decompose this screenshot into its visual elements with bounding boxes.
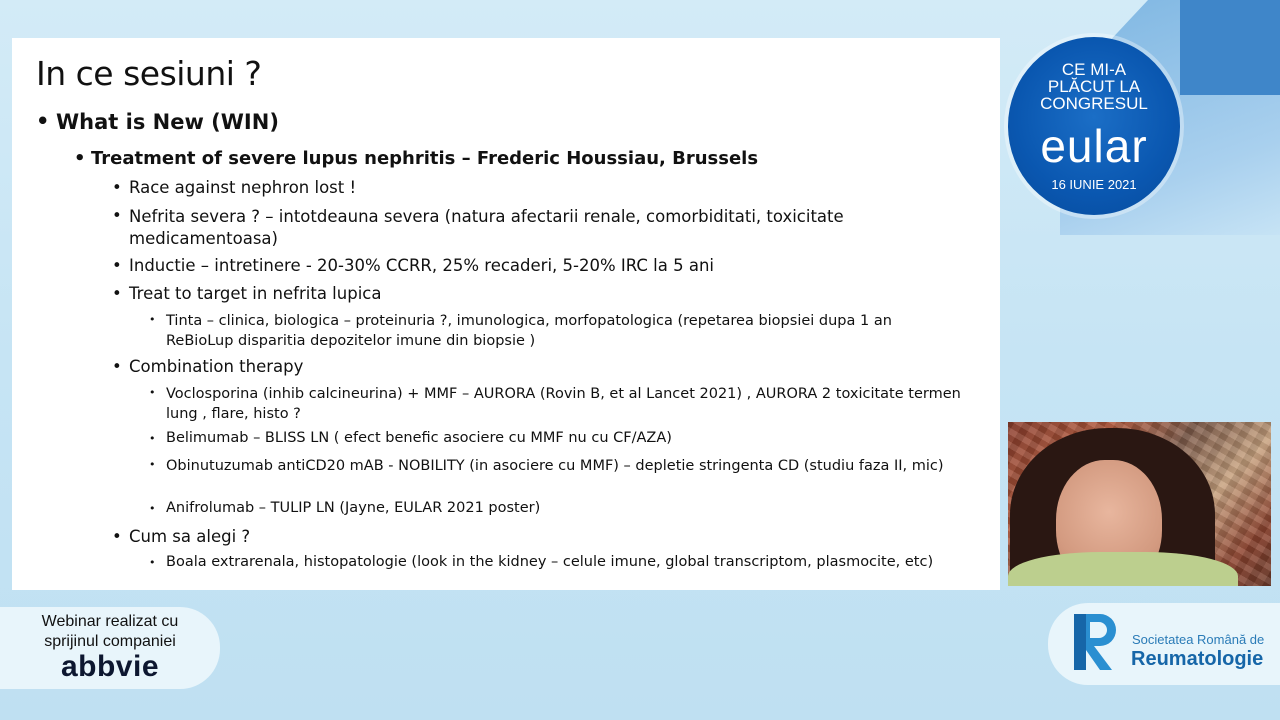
bullet-dot-icon: • xyxy=(36,109,50,133)
eular-logo: eular xyxy=(1040,120,1148,172)
bullet-level4: • Obinutuzumab antiCD20 mAB - NOBILITY (in asociere cu MMF) – depletie stringenta CD (studiu faza II, mic) xyxy=(149,458,944,474)
bullet-dot-icon: • xyxy=(112,357,122,376)
bullet-level4: • Anifrolumab – TULIP LN (Jayne, EULAR 2021 poster) xyxy=(149,500,541,516)
bullet-dot-icon: • xyxy=(149,432,156,445)
bullet-dot-icon: • xyxy=(112,178,122,197)
bullet-dot-icon: • xyxy=(112,206,122,225)
bullet-level3: • Nefrita severa ? – intotdeauna severa (natura afectarii renale, comorbiditati, toxicitate medicamentoasa) xyxy=(112,206,844,248)
speaker-shirt xyxy=(1008,552,1238,586)
bullet-level4: • Tinta – clinica, biologica – proteinuria ?, imunologica, morfopatologica (repetarea biopsiei dupa 1 an ReBioLup disparitia depozitelor imune din biopsie ) xyxy=(149,313,892,349)
speaker-webcam xyxy=(1008,422,1271,586)
srr-logo-banner xyxy=(1048,603,1280,685)
eular-caption: CE MI-A PLĂCUT LA CONGRESUL xyxy=(1040,60,1148,113)
background-corner xyxy=(1180,0,1280,95)
bullet-level3: • Race against nephron lost ! xyxy=(112,178,357,197)
bullet-level4: • Boala extrarenala, histopatologie (look in the kidney – celule imune, global transcriptom, plasmocite, etc) xyxy=(149,554,934,570)
sponsor-banner xyxy=(0,607,220,689)
bullet-level3: • Combination therapy xyxy=(112,357,304,376)
bullet-level4: • Voclosporina (inhib calcineurina) + MMF – AURORA (Rovin B, et al Lancet 2021) , AURORA 2 toxicitate termen lung , flare, histo ? xyxy=(149,386,961,422)
abbvie-logo: abbvie xyxy=(60,650,160,683)
srr-name-line2: Reumatologie xyxy=(1131,648,1264,670)
bullet-dot-icon: • xyxy=(149,458,156,471)
bullet-dot-icon: • xyxy=(149,556,156,569)
bullet-dot-icon: • xyxy=(112,284,122,303)
eular-congress-badge xyxy=(1008,37,1180,215)
bullet-dot-icon: • xyxy=(149,386,156,399)
bullet-level2: • Treatment of severe lupus nephritis – Frederic Houssiau, Brussels xyxy=(74,148,759,169)
bullet-level3: • Cum sa alegi ? xyxy=(112,527,251,546)
sponsor-text: sprijinul companiei xyxy=(44,633,176,650)
presentation-slide xyxy=(12,38,1000,590)
bullet-level4: • Belimumab – BLISS LN ( efect benefic asociere cu MMF nu cu CF/AZA) xyxy=(149,430,672,446)
srr-logo-icon xyxy=(1074,614,1120,670)
slide-title: In ce sesiuni ? xyxy=(36,54,262,93)
bullet-level3: • Treat to target in nefrita lupica xyxy=(112,284,382,303)
bullet-dot-icon: • xyxy=(149,502,156,515)
sponsor-text: Webinar realizat cu xyxy=(41,613,179,630)
bullet-dot-icon: • xyxy=(74,148,86,169)
bullet-level3: • Inductie – intretinere - 20-30% CCRR, 25% recaderi, 5-20% IRC la 5 ani xyxy=(112,256,715,275)
srr-name-line1: Societatea Română de xyxy=(1132,632,1265,647)
bullet-dot-icon: • xyxy=(149,313,156,326)
bullet-dot-icon: • xyxy=(112,256,122,275)
bullet-level1: • What is New (WIN) xyxy=(36,109,279,134)
eular-date: 16 IUNIE 2021 xyxy=(1051,177,1137,192)
bullet-dot-icon: • xyxy=(112,527,122,546)
